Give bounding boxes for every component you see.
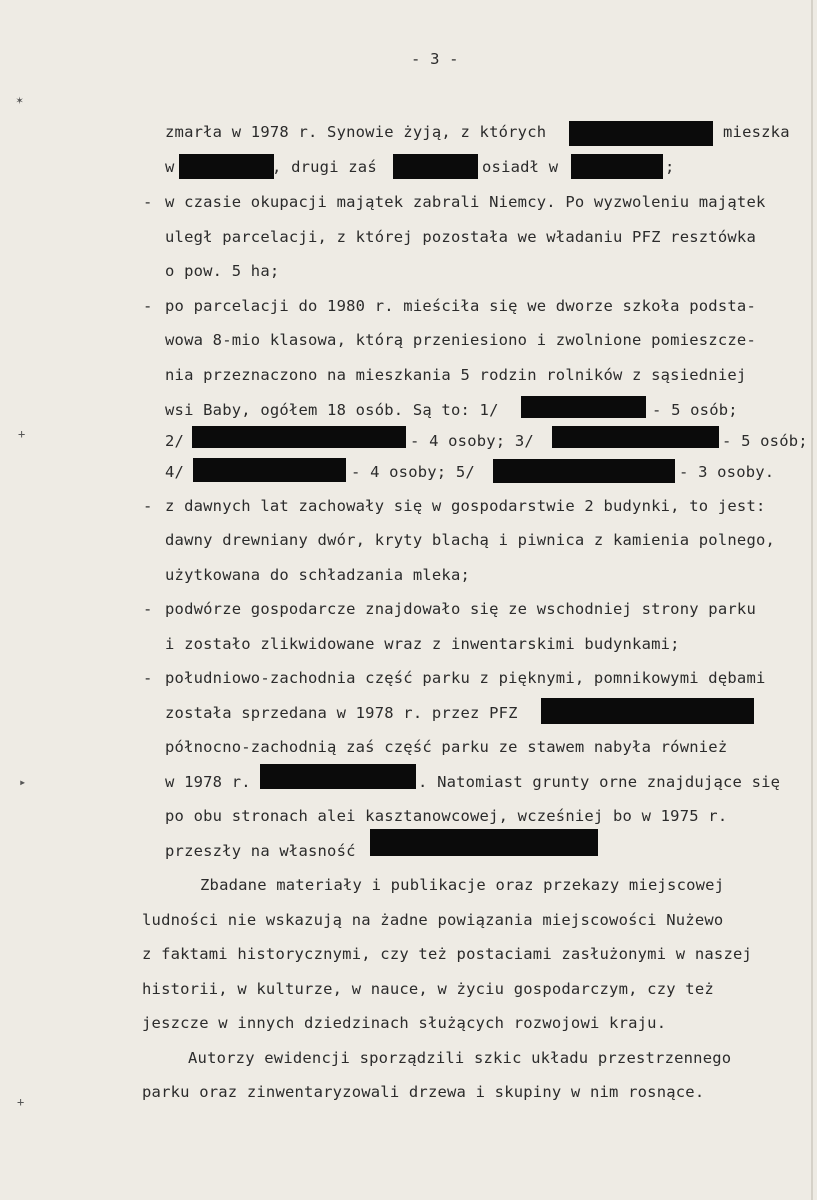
text-line: 2/ [165, 432, 185, 450]
redaction-box [260, 764, 416, 789]
redaction-box [521, 396, 646, 418]
redaction-box [569, 121, 713, 146]
text-line: - 4 osoby; 5/ [351, 463, 475, 481]
redaction-box [552, 426, 719, 448]
text-line: z dawnych lat zachowały się w gospodarstwie 2 budynki, to jest: [165, 497, 766, 515]
paragraph-line: historii, w kulturze, w nauce, w życiu gospodarczym, czy też [142, 980, 714, 998]
list-bullet: - [143, 297, 153, 315]
redaction-box [393, 154, 478, 179]
text-line: - 5 osób; [722, 432, 808, 450]
list-bullet: - [143, 193, 153, 211]
text-line: w czasie okupacji majątek zabrali Niemcy. Po wyzwoleniu majątek [165, 193, 766, 211]
text-line: po parcelacji do 1980 r. mieściła się we dworze szkoła podsta- [165, 297, 756, 315]
list-bullet: - [143, 600, 153, 618]
text-line: - 4 osoby; 3/ [410, 432, 534, 450]
text-line: północno-zachodnią zaś część parku ze stawem nabyła również [165, 738, 728, 756]
text-line: podwórze gospodarcze znajdowało się ze wschodniej strony parku [165, 600, 756, 618]
paragraph-line: parku oraz zinwentaryzowali drzewa i skupiny w nim rosnące. [142, 1083, 705, 1101]
paragraph-line: Autorzy ewidencji sporządzili szkic układu przestrzennego [188, 1049, 732, 1067]
text-line: użytkowana do schładzania mleka; [165, 566, 471, 584]
text-line: - 5 osób; [652, 401, 738, 419]
paragraph-line: jeszcze w innych dziedzinach służących rozwojowi kraju. [142, 1014, 667, 1032]
text-line: ; [665, 158, 675, 176]
redaction-box [193, 458, 346, 482]
page-edge [811, 0, 813, 1200]
text-line: o pow. 5 ha; [165, 262, 280, 280]
redaction-box [571, 154, 663, 179]
text-line: zmarła w 1978 r. Synowie żyją, z których [165, 123, 547, 141]
paragraph-line: Zbadane materiały i publikacje oraz przekazy miejscowej [200, 876, 725, 894]
margin-mark: + [17, 1095, 25, 1109]
margin-mark: ▸ [19, 775, 27, 789]
text-line: nia przeznaczono na mieszkania 5 rodzin rolników z sąsiedniej [165, 366, 747, 384]
text-line: w [165, 158, 175, 176]
text-line: , drugi zaś [272, 158, 377, 176]
text-line: po obu stronach alei kasztanowcowej, wcześniej bo w 1975 r. [165, 807, 728, 825]
text-line: mieszka [723, 123, 790, 141]
paragraph-line: z faktami historycznymi, czy też postaciami zasłużonymi w naszej [142, 945, 753, 963]
page-number: - 3 - [411, 50, 459, 68]
redaction-box [370, 829, 598, 856]
redaction-box [493, 459, 675, 483]
text-line: w 1978 r. [165, 773, 251, 791]
list-bullet: - [143, 497, 153, 515]
text-line: osiadł w [482, 158, 559, 176]
text-line: wowa 8-mio klasowa, którą przeniesiono i zwolnione pomieszcze- [165, 331, 756, 349]
list-bullet: - [143, 669, 153, 687]
redaction-box [541, 698, 754, 724]
text-line: i zostało zlikwidowane wraz z inwentarskimi budynkami; [165, 635, 680, 653]
text-line: południowo-zachodnia część parku z pięknymi, pomnikowymi dębami [165, 669, 766, 687]
text-line: uległ parcelacji, z której pozostała we władaniu PFZ resztówka [165, 228, 756, 246]
margin-mark: ✶ [16, 93, 24, 107]
redaction-box [179, 154, 274, 179]
redaction-box [192, 426, 406, 448]
text-line: - 3 osoby. [679, 463, 775, 481]
margin-mark: + [18, 427, 26, 441]
text-line: dawny drewniany dwór, kryty blachą i piwnica z kamienia polnego, [165, 531, 776, 549]
text-line: 4/ [165, 463, 185, 481]
text-line: została sprzedana w 1978 r. przez PFZ [165, 704, 518, 722]
text-line: przeszły na własność [165, 842, 356, 860]
text-line: wsi Baby, ogółem 18 osób. Są to: 1/ [165, 401, 499, 419]
text-line: . Natomiast grunty orne znajdujące się [418, 773, 781, 791]
paragraph-line: ludności nie wskazują na żadne powiązania miejscowości Nużewo [142, 911, 724, 929]
